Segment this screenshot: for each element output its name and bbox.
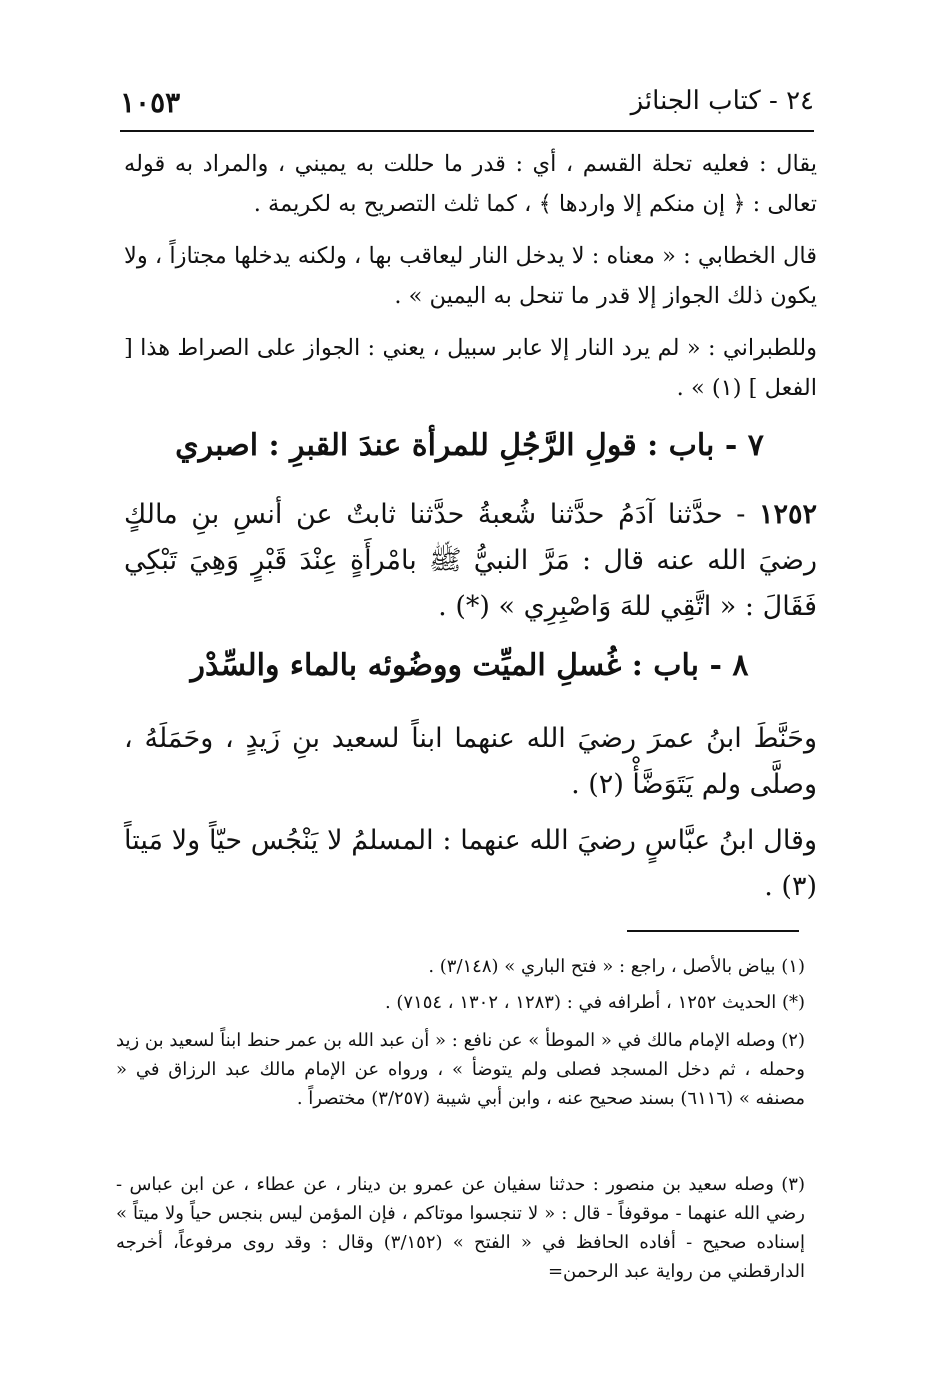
page-header (120, 86, 814, 122)
hadith-number: ١٢٥٢ (758, 499, 817, 530)
page-number: ١٠٥٣ (120, 86, 181, 119)
paragraph-tabarani: وللطبراني : « لم يرد النار إلا عابر سبيل ، يعني : الجواز على الصراط هذا [ الفعل ] (١) » . (124, 335, 817, 401)
footnote-3: (٣) وصله سعيد بن منصور : حدثنا سفيان عن عمرو بن دينار ، عن عطاء ، عن ابن عباس - رضي الله عنهما - موقوفاً - قال : « لا تنجسوا موتاكم ، فإن المؤمن ليس بنجس حياً ولا ميتاً » إسناده صحيح - أفاده الحافظ في « الفتح » (٣/١٥٢) وقال : وقد روى مرفوعاً، أخرجه الدارقطني من رواية عبد الرحمن= (116, 1174, 806, 1282)
chapter-title: ٢٤ - كتاب الجنائز (630, 86, 814, 116)
header-rule (120, 130, 814, 132)
hadith-text: - حدَّثنا آدَمُ حدَّثنا شُعبةُ حدَّثنا ثابتٌ عن أنسِ بنِ مالكٍ رضيَ الله عنه قال : مَرَّ النبيُّ ﷺ بامْرأَةٍ عِنْدَ قَبْرٍ وَهِيَ تَبْكِي فَقَالَ : « اتَّقِي للهَ وَاصْبِرِي » (*) . (124, 499, 817, 622)
footnote-2: (٢) وصله الإمام مالك في « الموطأ » عن نافع : « أن عبد الله بن عمر حنط ابناً لسعيد بن زيد وحمله ، ثم دخل المسجد فصلى ولم يتوضأ » ، ورواه عن الإمام مالك عبد الرزاق في « مصنفه » (٦١١٦) بسند صحيح عنه ، وابن أبي شيبة (٣/٢٥٧) مختصراً . (116, 1030, 805, 1109)
footnote-1: (١) بياض بالأصل ، راجع : « فتح الباري » (٣/١٤٨) . (428, 956, 805, 977)
hadith-1252 (124, 492, 817, 630)
paragraph-ibn-abbas: وقال ابنُ عبَّاسٍ رضيَ الله عنهما : المسلمُ لا يَنْجُس حيّاً ولا مَيتاً (٣) . (124, 825, 817, 902)
chapter-heading-7: ٧ - باب : قولِ الرَّجُلِ للمرأة عندَ القبرِ : اصبري (175, 428, 764, 463)
footnote-rule (627, 930, 799, 932)
chapter-heading-8: ٨ - باب : غُسلِ الميِّت ووضُوئه بالماء والسِّدْر (190, 648, 749, 683)
paragraph-ibn-umar: وحَنَّطَ ابنُ عمرَ رضيَ الله عنهما ابناً لسعيد بنِ زَيدٍ ، وحَمَلَهُ ، وصلَّى ولم يَتَوَضَّأْ (٢) . (124, 723, 817, 800)
paragraph-tahilla: يقال : فعليه تحلة القسم ، أي : قدر ما حللت به يميني ، والمراد به قوله تعالى : ﴿ إن منكم إلا واردها ﴾ ، كما ثلث التصريح به لكريمة . (124, 151, 817, 217)
paragraph-khattabi: قال الخطابي : « معناه : لا يدخل النار ليعاقب بها ، ولكنه يدخلها مجتازاً ، ولا يكون ذلك الجواز إلا قدر ما تنحل به اليمين » . (124, 243, 817, 309)
footnote-star: (*) الحديث ١٢٥٢ ، أطرافه في : (١٢٨٣ ، ١٣٠٢ ، ٧١٥٤) . (384, 992, 805, 1013)
